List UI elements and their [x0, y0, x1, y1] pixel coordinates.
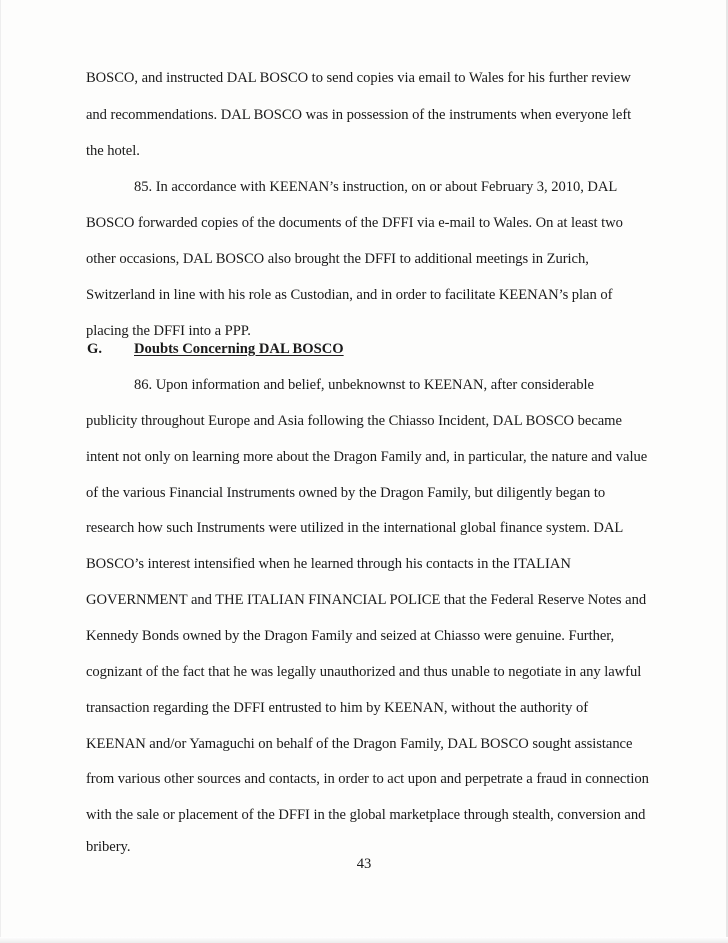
text-line-3: the hotel.	[86, 143, 140, 159]
section-heading: Doubts Concerning DAL BOSCO	[134, 341, 344, 357]
text-line-6: other occasions, DAL BOSCO also brought the DFFI to additional meetings in Zurich,	[86, 251, 589, 267]
paragraph-86-first-line: 86. Upon information and belief, unbeknownst to KEENAN, after considerable	[134, 377, 594, 393]
text-line-13: research how such Instruments were utilized in the international global finance system. DAL	[86, 520, 624, 536]
text-line-10: publicity throughout Europe and Asia following the Chiasso Incident, DAL BOSCO became	[86, 413, 622, 429]
text-line-20: from various other sources and contacts, in order to act upon and perpetrate a fraud in connection	[86, 771, 649, 787]
text-line-16: Kennedy Bonds owned by the Dragon Family and seized at Chiasso were genuine. Further,	[86, 628, 615, 644]
text-line-12: of the various Financial Instruments owned by the Dragon Family, but diligently began to	[86, 485, 606, 501]
text-line-11: intent not only on learning more about the Dragon Family and, in particular, the nature and value	[86, 449, 648, 465]
text-line-5: BOSCO forwarded copies of the documents of the DFFI via e-mail to Wales. On at least two	[86, 215, 623, 231]
text-line-14: BOSCO’s interest intensified when he learned through his contacts in the ITALIAN	[86, 556, 571, 572]
text-line-17: cognizant of the fact that he was legally unauthorized and thus unable to negotiate in any lawful	[86, 664, 642, 680]
page-number-text: 43	[356, 856, 372, 872]
text-line-18: transaction regarding the DFFI entrusted to him by KEENAN, without the authority of	[86, 700, 589, 716]
scan-edge-left	[0, 0, 1, 943]
text-line-2: and recommendations. DAL BOSCO was in possession of the instruments when everyone left	[86, 107, 632, 123]
text-line-7: Switzerland in line with his role as Custodian, and in order to facilitate KEENAN’s plan of	[86, 287, 613, 303]
text-line-22: bribery.	[86, 839, 131, 855]
text-line-8: placing the DFFI into a PPP.	[86, 323, 251, 339]
scan-bottom-edge	[0, 937, 728, 943]
text-line-15: GOVERNMENT and THE ITALIAN FINANCIAL POLICE that the Federal Reserve Notes and	[86, 592, 647, 608]
text-line-21: with the sale or placement of the DFFI in the global marketplace through stealth, conversion and	[86, 807, 646, 823]
text-line-19: KEENAN and/or Yamaguchi on behalf of the Dragon Family, DAL BOSCO sought assistance	[86, 736, 633, 752]
page-number	[0, 855, 728, 873]
paragraph-85-first-line: 85. In accordance with KEENAN’s instruction, on or about February 3, 2010, DAL	[134, 179, 618, 195]
text-line-1: BOSCO, and instructed DAL BOSCO to send copies via email to Wales for his further review	[86, 70, 631, 86]
section-letter: G.	[87, 341, 102, 357]
